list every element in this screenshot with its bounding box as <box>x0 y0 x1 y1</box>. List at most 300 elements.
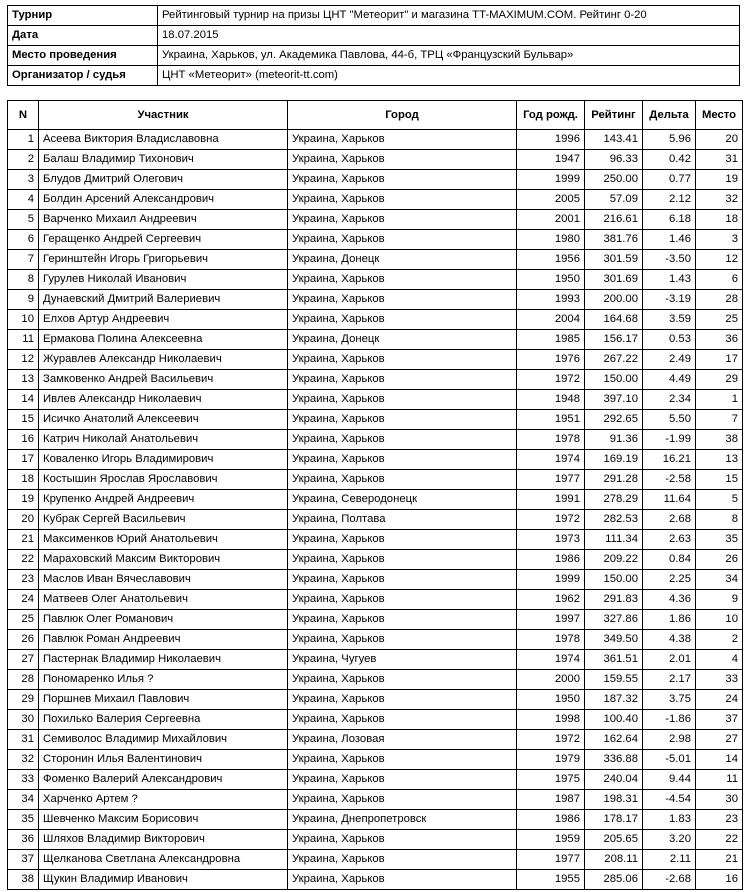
cell-city: Украина, Харьков <box>288 210 517 230</box>
cell-number: 9 <box>8 290 39 310</box>
cell-number: 23 <box>8 570 39 590</box>
table-row <box>8 610 743 630</box>
cell-number: 16 <box>8 430 39 450</box>
cell-place: 16 <box>696 870 743 890</box>
cell-city: Украина, Харьков <box>288 310 517 330</box>
cell-birth-year: 1974 <box>517 650 585 670</box>
cell-participant: Харченко Артем ? <box>39 790 288 810</box>
cell-rating: 301.69 <box>585 270 643 290</box>
cell-delta: -5.01 <box>643 750 696 770</box>
cell-number: 7 <box>8 250 39 270</box>
cell-city: Украина, Харьков <box>288 550 517 570</box>
cell-number: 38 <box>8 870 39 890</box>
info-value: 18.07.2015 <box>158 26 740 46</box>
cell-delta: 6.18 <box>643 210 696 230</box>
cell-delta: 2.25 <box>643 570 696 590</box>
cell-birth-year: 1997 <box>517 610 585 630</box>
info-label: Турнир <box>8 6 158 26</box>
table-row <box>8 850 743 870</box>
cell-number: 1 <box>8 130 39 150</box>
cell-place: 31 <box>696 150 743 170</box>
cell-participant: Поршнев Михаил Павлович <box>39 690 288 710</box>
cell-birth-year: 1959 <box>517 830 585 850</box>
cell-participant: Павлюк Олег Романович <box>39 610 288 630</box>
cell-city: Украина, Полтава <box>288 510 517 530</box>
cell-rating: 178.17 <box>585 810 643 830</box>
table-row <box>8 750 743 770</box>
cell-place: 8 <box>696 510 743 530</box>
cell-rating: 159.55 <box>585 670 643 690</box>
cell-delta: 2.11 <box>643 850 696 870</box>
cell-birth-year: 1955 <box>517 870 585 890</box>
cell-participant: Катрич Николай Анатольевич <box>39 430 288 450</box>
tournament-info-table <box>7 5 740 86</box>
cell-number: 30 <box>8 710 39 730</box>
cell-rating: 162.64 <box>585 730 643 750</box>
cell-number: 11 <box>8 330 39 350</box>
cell-birth-year: 2004 <box>517 310 585 330</box>
cell-city: Украина, Харьков <box>288 790 517 810</box>
cell-rating: 301.59 <box>585 250 643 270</box>
cell-place: 35 <box>696 530 743 550</box>
cell-place: 18 <box>696 210 743 230</box>
col-header-delta: Дельта <box>643 101 696 130</box>
cell-place: 32 <box>696 190 743 210</box>
cell-rating: 100.40 <box>585 710 643 730</box>
cell-delta: 4.49 <box>643 370 696 390</box>
cell-number: 14 <box>8 390 39 410</box>
cell-number: 19 <box>8 490 39 510</box>
cell-participant: Похилько Валерия Сергеевна <box>39 710 288 730</box>
cell-rating: 200.00 <box>585 290 643 310</box>
results-table <box>7 100 743 890</box>
cell-city: Украина, Харьков <box>288 590 517 610</box>
table-row <box>8 230 743 250</box>
cell-delta: -3.19 <box>643 290 696 310</box>
cell-birth-year: 1974 <box>517 450 585 470</box>
cell-place: 9 <box>696 590 743 610</box>
cell-place: 26 <box>696 550 743 570</box>
cell-participant: Журавлев Александр Николаевич <box>39 350 288 370</box>
cell-birth-year: 1978 <box>517 630 585 650</box>
cell-participant: Павлюк Роман Андреевич <box>39 630 288 650</box>
cell-city: Украина, Харьков <box>288 430 517 450</box>
cell-place: 13 <box>696 450 743 470</box>
cell-delta: 0.77 <box>643 170 696 190</box>
cell-birth-year: 1980 <box>517 230 585 250</box>
info-row-venue <box>8 46 740 66</box>
cell-participant: Болдин Арсений Александрович <box>39 190 288 210</box>
table-row <box>8 570 743 590</box>
cell-delta: 2.63 <box>643 530 696 550</box>
cell-delta: 2.68 <box>643 510 696 530</box>
cell-delta: -2.58 <box>643 470 696 490</box>
cell-rating: 91.36 <box>585 430 643 450</box>
cell-participant: Ивлев Александр Николаевич <box>39 390 288 410</box>
cell-birth-year: 1977 <box>517 470 585 490</box>
table-row <box>8 450 743 470</box>
cell-rating: 156.17 <box>585 330 643 350</box>
cell-number: 10 <box>8 310 39 330</box>
cell-city: Украина, Харьков <box>288 410 517 430</box>
cell-city: Украина, Харьков <box>288 850 517 870</box>
cell-number: 20 <box>8 510 39 530</box>
cell-birth-year: 1951 <box>517 410 585 430</box>
table-row <box>8 730 743 750</box>
table-row <box>8 530 743 550</box>
cell-participant: Пастернак Владимир Николаевич <box>39 650 288 670</box>
cell-rating: 291.83 <box>585 590 643 610</box>
cell-birth-year: 1999 <box>517 570 585 590</box>
cell-number: 12 <box>8 350 39 370</box>
cell-birth-year: 1948 <box>517 390 585 410</box>
cell-number: 18 <box>8 470 39 490</box>
cell-number: 25 <box>8 610 39 630</box>
table-row <box>8 170 743 190</box>
cell-number: 36 <box>8 830 39 850</box>
table-row <box>8 390 743 410</box>
cell-participant: Шляхов Владимир Викторович <box>39 830 288 850</box>
cell-birth-year: 1986 <box>517 550 585 570</box>
cell-delta: 4.36 <box>643 590 696 610</box>
cell-rating: 164.68 <box>585 310 643 330</box>
cell-rating: 397.10 <box>585 390 643 410</box>
cell-delta: 1.83 <box>643 810 696 830</box>
cell-number: 26 <box>8 630 39 650</box>
cell-city: Украина, Харьков <box>288 170 517 190</box>
cell-participant: Кубрак Сергей Васильевич <box>39 510 288 530</box>
cell-rating: 381.76 <box>585 230 643 250</box>
cell-city: Украина, Харьков <box>288 610 517 630</box>
cell-delta: 2.34 <box>643 390 696 410</box>
cell-number: 2 <box>8 150 39 170</box>
cell-place: 11 <box>696 770 743 790</box>
cell-city: Украина, Чугуев <box>288 650 517 670</box>
cell-place: 22 <box>696 830 743 850</box>
cell-delta: -1.99 <box>643 430 696 450</box>
cell-number: 37 <box>8 850 39 870</box>
cell-participant: Щукин Владимир Иванович <box>39 870 288 890</box>
cell-participant: Крупенко Андрей Андреевич <box>39 490 288 510</box>
cell-number: 13 <box>8 370 39 390</box>
cell-participant: Семиволос Владимир Михайлович <box>39 730 288 750</box>
col-header-place: Место <box>696 101 743 130</box>
cell-rating: 96.33 <box>585 150 643 170</box>
cell-participant: Костышин Ярослав Ярославович <box>39 470 288 490</box>
cell-city: Украина, Харьков <box>288 230 517 250</box>
cell-delta: 0.84 <box>643 550 696 570</box>
cell-participant: Шевченко Максим Борисович <box>39 810 288 830</box>
cell-rating: 292.65 <box>585 410 643 430</box>
cell-participant: Елхов Артур Андреевич <box>39 310 288 330</box>
cell-delta: 3.20 <box>643 830 696 850</box>
cell-delta: 9.44 <box>643 770 696 790</box>
cell-birth-year: 1972 <box>517 730 585 750</box>
cell-city: Украина, Харьков <box>288 270 517 290</box>
cell-participant: Маслов Иван Вячеславович <box>39 570 288 590</box>
cell-rating: 327.86 <box>585 610 643 630</box>
cell-participant: Сторонин Илья Валентинович <box>39 750 288 770</box>
cell-birth-year: 1950 <box>517 690 585 710</box>
cell-city: Украина, Харьков <box>288 570 517 590</box>
cell-participant: Асеева Виктория Владиславовна <box>39 130 288 150</box>
cell-city: Украина, Харьков <box>288 870 517 890</box>
cell-participant: Коваленко Игорь Владимирович <box>39 450 288 470</box>
cell-birth-year: 1987 <box>517 790 585 810</box>
cell-place: 17 <box>696 350 743 370</box>
table-row <box>8 150 743 170</box>
results-body <box>8 130 743 890</box>
cell-number: 29 <box>8 690 39 710</box>
cell-number: 21 <box>8 530 39 550</box>
cell-city: Украина, Харьков <box>288 290 517 310</box>
table-row <box>8 370 743 390</box>
info-row-date <box>8 26 740 46</box>
cell-place: 21 <box>696 850 743 870</box>
cell-delta: 2.98 <box>643 730 696 750</box>
cell-number: 3 <box>8 170 39 190</box>
cell-number: 31 <box>8 730 39 750</box>
cell-delta: -3.50 <box>643 250 696 270</box>
cell-participant: Дунаевский Дмитрий Валериевич <box>39 290 288 310</box>
cell-delta: 16.21 <box>643 450 696 470</box>
table-row <box>8 590 743 610</box>
table-row <box>8 270 743 290</box>
cell-number: 34 <box>8 790 39 810</box>
cell-birth-year: 1996 <box>517 130 585 150</box>
table-row <box>8 410 743 430</box>
cell-place: 15 <box>696 470 743 490</box>
cell-rating: 267.22 <box>585 350 643 370</box>
cell-participant: Блудов Дмитрий Олегович <box>39 170 288 190</box>
cell-birth-year: 1972 <box>517 510 585 530</box>
cell-rating: 250.00 <box>585 170 643 190</box>
cell-rating: 282.53 <box>585 510 643 530</box>
cell-place: 38 <box>696 430 743 450</box>
info-value: Украина, Харьков, ул. Академика Павлова, 44-б, ТРЦ «Французский Бульвар» <box>158 46 740 66</box>
cell-rating: 150.00 <box>585 370 643 390</box>
cell-number: 27 <box>8 650 39 670</box>
cell-city: Украина, Харьков <box>288 710 517 730</box>
cell-birth-year: 1947 <box>517 150 585 170</box>
table-row <box>8 470 743 490</box>
cell-birth-year: 1956 <box>517 250 585 270</box>
col-header-participant: Участник <box>39 101 288 130</box>
cell-city: Украина, Донецк <box>288 330 517 350</box>
cell-number: 32 <box>8 750 39 770</box>
cell-rating: 349.50 <box>585 630 643 650</box>
cell-rating: 143.41 <box>585 130 643 150</box>
cell-number: 28 <box>8 670 39 690</box>
table-row <box>8 790 743 810</box>
cell-number: 22 <box>8 550 39 570</box>
cell-number: 5 <box>8 210 39 230</box>
cell-rating: 57.09 <box>585 190 643 210</box>
table-row <box>8 770 743 790</box>
cell-birth-year: 2000 <box>517 670 585 690</box>
cell-number: 6 <box>8 230 39 250</box>
cell-rating: 336.88 <box>585 750 643 770</box>
info-value: Рейтинговый турнир на призы ЦНТ "Метеорит" и магазина TT-MAXIMUM.COM. Рейтинг 0-20 <box>158 6 740 26</box>
cell-city: Украина, Харьков <box>288 350 517 370</box>
table-row <box>8 130 743 150</box>
cell-birth-year: 1950 <box>517 270 585 290</box>
cell-rating: 209.22 <box>585 550 643 570</box>
cell-number: 33 <box>8 770 39 790</box>
cell-city: Украина, Северодонецк <box>288 490 517 510</box>
cell-place: 19 <box>696 170 743 190</box>
cell-place: 14 <box>696 750 743 770</box>
table-row <box>8 650 743 670</box>
cell-rating: 216.61 <box>585 210 643 230</box>
cell-delta: 5.96 <box>643 130 696 150</box>
cell-delta: -1.86 <box>643 710 696 730</box>
col-header-city: Город <box>288 101 517 130</box>
table-row <box>8 810 743 830</box>
cell-rating: 198.31 <box>585 790 643 810</box>
cell-place: 36 <box>696 330 743 350</box>
cell-city: Украина, Харьков <box>288 190 517 210</box>
table-row <box>8 290 743 310</box>
table-row <box>8 250 743 270</box>
cell-city: Украина, Донецк <box>288 250 517 270</box>
cell-delta: 2.49 <box>643 350 696 370</box>
cell-place: 12 <box>696 250 743 270</box>
cell-number: 8 <box>8 270 39 290</box>
cell-number: 24 <box>8 590 39 610</box>
cell-birth-year: 1991 <box>517 490 585 510</box>
table-row <box>8 210 743 230</box>
cell-delta: 2.12 <box>643 190 696 210</box>
cell-birth-year: 1972 <box>517 370 585 390</box>
table-row <box>8 830 743 850</box>
table-row <box>8 330 743 350</box>
cell-participant: Варченко Михаил Андреевич <box>39 210 288 230</box>
cell-number: 15 <box>8 410 39 430</box>
cell-city: Украина, Харьков <box>288 750 517 770</box>
cell-place: 27 <box>696 730 743 750</box>
cell-place: 33 <box>696 670 743 690</box>
cell-participant: Пономаренко Илья ? <box>39 670 288 690</box>
cell-rating: 187.32 <box>585 690 643 710</box>
cell-delta: -2.68 <box>643 870 696 890</box>
cell-birth-year: 1978 <box>517 430 585 450</box>
cell-delta: 0.42 <box>643 150 696 170</box>
cell-city: Украина, Днепропетровск <box>288 810 517 830</box>
cell-rating: 240.04 <box>585 770 643 790</box>
cell-place: 2 <box>696 630 743 650</box>
table-row <box>8 670 743 690</box>
cell-number: 4 <box>8 190 39 210</box>
cell-delta: 4.38 <box>643 630 696 650</box>
cell-participant: Исичко Анатолий Алексеевич <box>39 410 288 430</box>
table-row <box>8 630 743 650</box>
col-header-birth-year: Год рожд. <box>517 101 585 130</box>
cell-place: 10 <box>696 610 743 630</box>
cell-participant: Ермакова Полина Алексеевна <box>39 330 288 350</box>
cell-rating: 278.29 <box>585 490 643 510</box>
cell-place: 20 <box>696 130 743 150</box>
cell-birth-year: 1999 <box>517 170 585 190</box>
cell-city: Украина, Харьков <box>288 470 517 490</box>
cell-delta: 1.86 <box>643 610 696 630</box>
cell-place: 34 <box>696 570 743 590</box>
cell-place: 3 <box>696 230 743 250</box>
cell-participant: Замковенко Андрей Васильевич <box>39 370 288 390</box>
cell-delta: 1.46 <box>643 230 696 250</box>
table-row <box>8 430 743 450</box>
cell-birth-year: 1962 <box>517 590 585 610</box>
cell-rating: 150.00 <box>585 570 643 590</box>
cell-rating: 285.06 <box>585 870 643 890</box>
cell-birth-year: 1998 <box>517 710 585 730</box>
cell-city: Украина, Харьков <box>288 130 517 150</box>
table-row <box>8 710 743 730</box>
cell-number: 35 <box>8 810 39 830</box>
table-row <box>8 190 743 210</box>
cell-birth-year: 1985 <box>517 330 585 350</box>
table-row <box>8 870 743 890</box>
cell-city: Украина, Лозовая <box>288 730 517 750</box>
cell-place: 7 <box>696 410 743 430</box>
cell-birth-year: 1979 <box>517 750 585 770</box>
cell-rating: 208.11 <box>585 850 643 870</box>
cell-place: 24 <box>696 690 743 710</box>
results-header-row <box>8 101 743 130</box>
cell-participant: Геринштейн Игорь Григорьевич <box>39 250 288 270</box>
cell-participant: Щелканова Светлана Александровна <box>39 850 288 870</box>
tournament-info-body <box>8 6 740 86</box>
info-row-organizer <box>8 66 740 86</box>
cell-number: 17 <box>8 450 39 470</box>
cell-city: Украина, Харьков <box>288 670 517 690</box>
table-row <box>8 350 743 370</box>
info-label: Место проведения <box>8 46 158 66</box>
cell-delta: 1.43 <box>643 270 696 290</box>
cell-place: 23 <box>696 810 743 830</box>
cell-delta: 5.50 <box>643 410 696 430</box>
table-row <box>8 490 743 510</box>
cell-birth-year: 1976 <box>517 350 585 370</box>
cell-participant: Максименков Юрий Анатольевич <box>39 530 288 550</box>
table-row <box>8 550 743 570</box>
cell-city: Украина, Харьков <box>288 690 517 710</box>
cell-place: 1 <box>696 390 743 410</box>
cell-birth-year: 1977 <box>517 850 585 870</box>
cell-birth-year: 1975 <box>517 770 585 790</box>
table-row <box>8 690 743 710</box>
cell-rating: 205.65 <box>585 830 643 850</box>
cell-birth-year: 1993 <box>517 290 585 310</box>
cell-participant: Матвеев Олег Анатольевич <box>39 590 288 610</box>
table-row <box>8 310 743 330</box>
cell-delta: 3.75 <box>643 690 696 710</box>
cell-delta: 2.01 <box>643 650 696 670</box>
info-label: Организатор / судья <box>8 66 158 86</box>
cell-participant: Геращенко Андрей Сергеевич <box>39 230 288 250</box>
cell-city: Украина, Харьков <box>288 390 517 410</box>
cell-place: 25 <box>696 310 743 330</box>
cell-rating: 291.28 <box>585 470 643 490</box>
cell-birth-year: 1973 <box>517 530 585 550</box>
cell-participant: Гурулев Николай Иванович <box>39 270 288 290</box>
cell-birth-year: 2005 <box>517 190 585 210</box>
cell-rating: 169.19 <box>585 450 643 470</box>
cell-place: 28 <box>696 290 743 310</box>
cell-place: 5 <box>696 490 743 510</box>
col-header-number: N <box>8 101 39 130</box>
cell-place: 37 <box>696 710 743 730</box>
